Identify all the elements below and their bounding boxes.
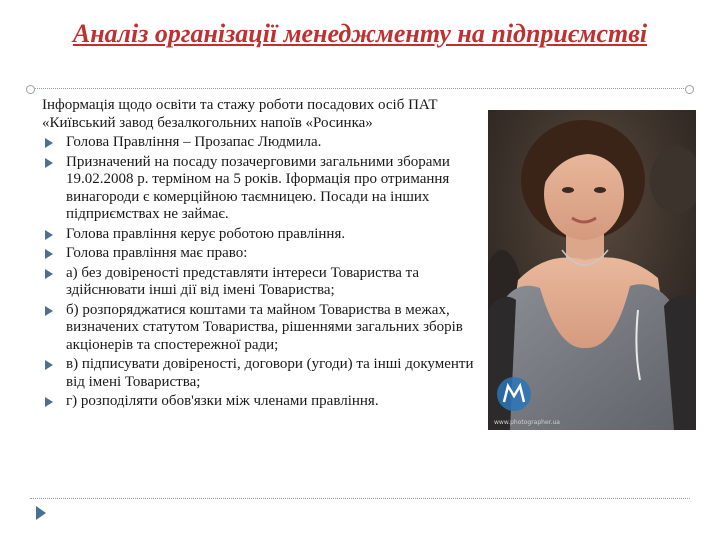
slide-title: Аналіз організації менеджменту на підприємстві: [72, 19, 648, 48]
photo-watermark: www.photographer.ua: [494, 419, 560, 426]
list-item: [42, 226, 492, 244]
list-item: [42, 356, 492, 391]
divider-right-dot: [685, 85, 694, 94]
list-item-text: Голова правління керує роботою правління.: [66, 225, 346, 242]
list-item-text: а) без довіреності представляти інтереси Товариства та здійснювати інші дії від імені Товариства;: [66, 264, 420, 298]
slide-body: [42, 97, 492, 411]
list-item: [42, 134, 492, 152]
triangle-bullet-icon: [45, 269, 53, 279]
intro-text: Інформація щодо освіти та стажу роботи посадових осіб ПАТ «Київський завод безалкогольних напоїв «Росинка»: [42, 97, 438, 131]
list-item: [42, 245, 492, 263]
triangle-bullet-icon: [45, 306, 53, 316]
list-item: [42, 265, 492, 300]
list-item-text: г) розподіляти обов'язки між членами правління.: [66, 393, 379, 409]
list-item-text: б) розпоряджатися коштами та майном Товариства в межах, визначених статутом Товариства, рішеннями загальних зборів акціонерів та спостережної ради;: [66, 301, 463, 353]
triangle-bullet-icon: [45, 397, 53, 407]
triangle-bullet-icon: [45, 360, 53, 370]
corner-arrow-icon: [36, 506, 46, 520]
list-item-text: Голова правління має право:: [66, 245, 248, 261]
triangle-bullet-icon: [45, 138, 53, 148]
list-item: [42, 154, 492, 224]
m-logo-icon: [497, 377, 531, 411]
top-divider: [30, 88, 690, 89]
bottom-divider: [30, 498, 690, 499]
triangle-bullet-icon: [45, 230, 53, 240]
list-item: [42, 393, 492, 411]
triangle-bullet-icon: [45, 158, 53, 168]
divider-left-dot: [26, 85, 35, 94]
portrait-illustration: [488, 110, 696, 430]
list-item: [42, 302, 492, 355]
list-item-text: Призначений на посаду позачерговими загальними зборами 19.02.2008 р. терміном на 5 років. Іформація про отримання винагороди є комерційною таємницею. Посади на інших підприємствах не займає.: [66, 153, 450, 222]
portrait-photo: [488, 110, 696, 430]
list-item-text: в) підписувати довіреності, договори (угоди) та інші документи від імені Товариства;: [66, 356, 474, 390]
bullet-list: [42, 134, 492, 411]
list-item-text: Голова Правління – Прозапас Людмила.: [66, 134, 322, 150]
triangle-bullet-icon: [45, 249, 53, 259]
